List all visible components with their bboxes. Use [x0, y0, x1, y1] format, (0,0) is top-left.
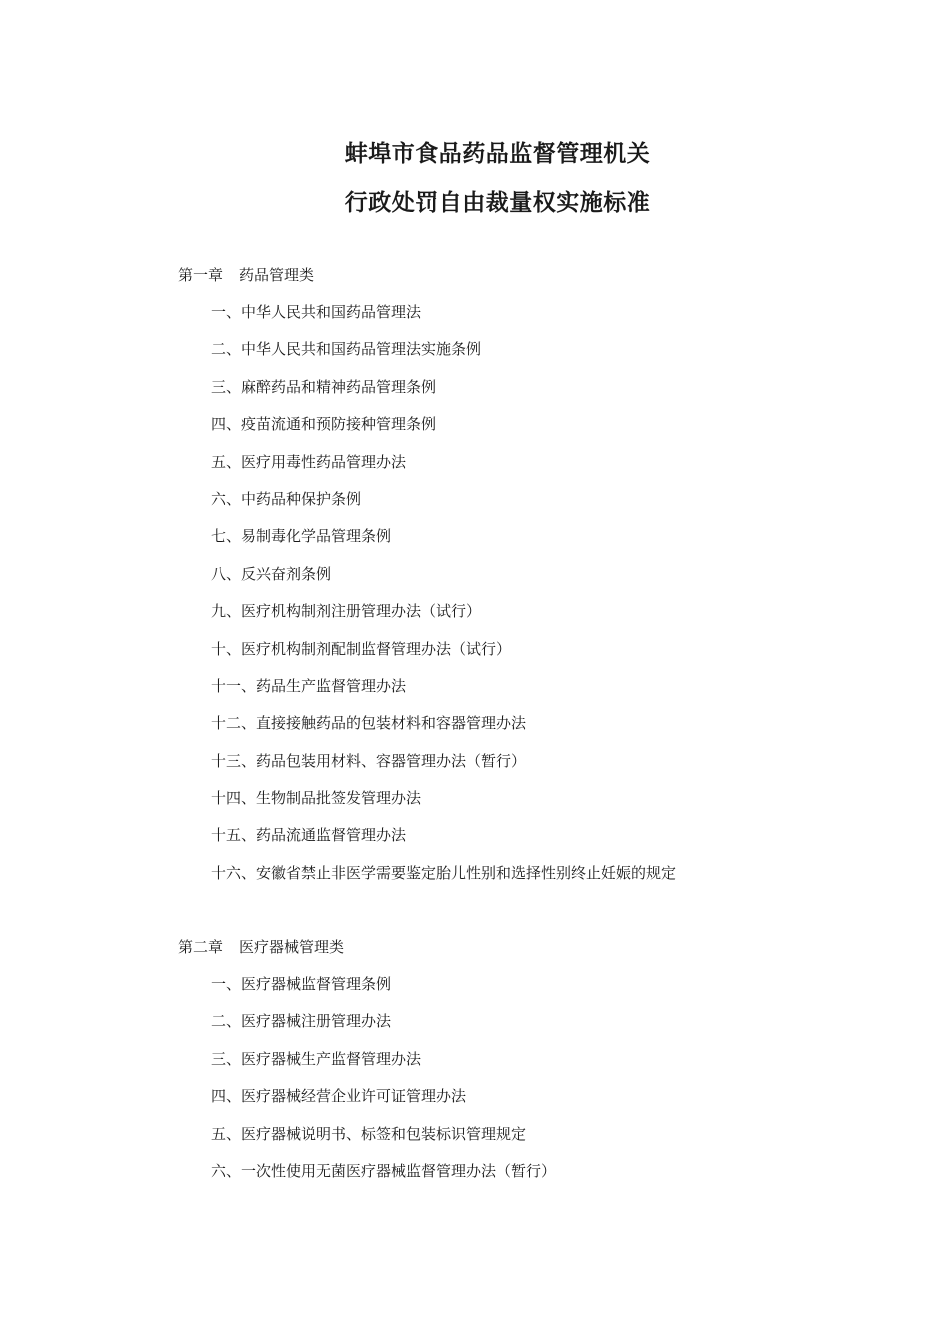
- list-item: 五、医疗器械说明书、标签和包装标识管理规定: [211, 1124, 527, 1143]
- document-title-line-1: 蚌埠市食品药品监督管理机关: [344, 140, 651, 167]
- list-item: 十三、药品包装用材料、容器管理办法（暂行）: [211, 751, 527, 770]
- list-item: 三、麻醉药品和精神药品管理条例: [211, 377, 437, 396]
- chapter-heading: [178, 265, 314, 285]
- document-title-line-2: 行政处罚自由裁量权实施标准: [344, 189, 651, 216]
- list-item: 八、反兴奋剂条例: [211, 564, 332, 583]
- list-item: 二、中华人民共和国药品管理法实施条例: [211, 340, 482, 359]
- list-item: 七、易制毒化学品管理条例: [211, 527, 392, 546]
- list-item: 十五、药品流通监督管理办法: [211, 826, 407, 845]
- chapter-name: 医疗器械管理类: [239, 938, 345, 956]
- list-item: 四、疫苗流通和预防接种管理条例: [211, 415, 437, 434]
- chapter-item-list: [211, 302, 676, 900]
- list-item: 十四、生物制品批签发管理办法: [211, 789, 422, 808]
- list-item: 十二、直接接触药品的包装材料和容器管理办法: [211, 714, 527, 733]
- list-item: 十一、药品生产监督管理办法: [211, 676, 407, 695]
- list-item: 十六、安徽省禁止非医学需要鉴定胎儿性别和选择性别终止妊娠的规定: [211, 863, 677, 882]
- chapter-item-list: [211, 974, 556, 1198]
- chapter-number: 第二章: [178, 938, 224, 956]
- chapter-number: 第一章: [178, 266, 224, 284]
- list-item: 三、医疗器械生产监督管理办法: [211, 1049, 422, 1068]
- list-item: 六、中药品种保护条例: [211, 489, 362, 508]
- list-item: 五、医疗用毒性药品管理办法: [211, 452, 407, 471]
- list-item: 一、中华人民共和国药品管理法: [211, 303, 422, 321]
- list-item: 六、一次性使用无菌医疗器械监督管理办法（暂行）: [211, 1161, 557, 1180]
- list-item: 二、医疗器械注册管理办法: [211, 1012, 392, 1031]
- chapter-name: 药品管理类: [239, 266, 315, 284]
- chapter-heading: [178, 937, 344, 957]
- list-item: 四、医疗器械经营企业许可证管理办法: [211, 1087, 467, 1106]
- list-item: 九、医疗机构制剂注册管理办法（试行）: [211, 602, 482, 621]
- list-item: 一、医疗器械监督管理条例: [211, 975, 392, 993]
- list-item: 十、医疗机构制剂配制监督管理办法（试行）: [211, 639, 512, 658]
